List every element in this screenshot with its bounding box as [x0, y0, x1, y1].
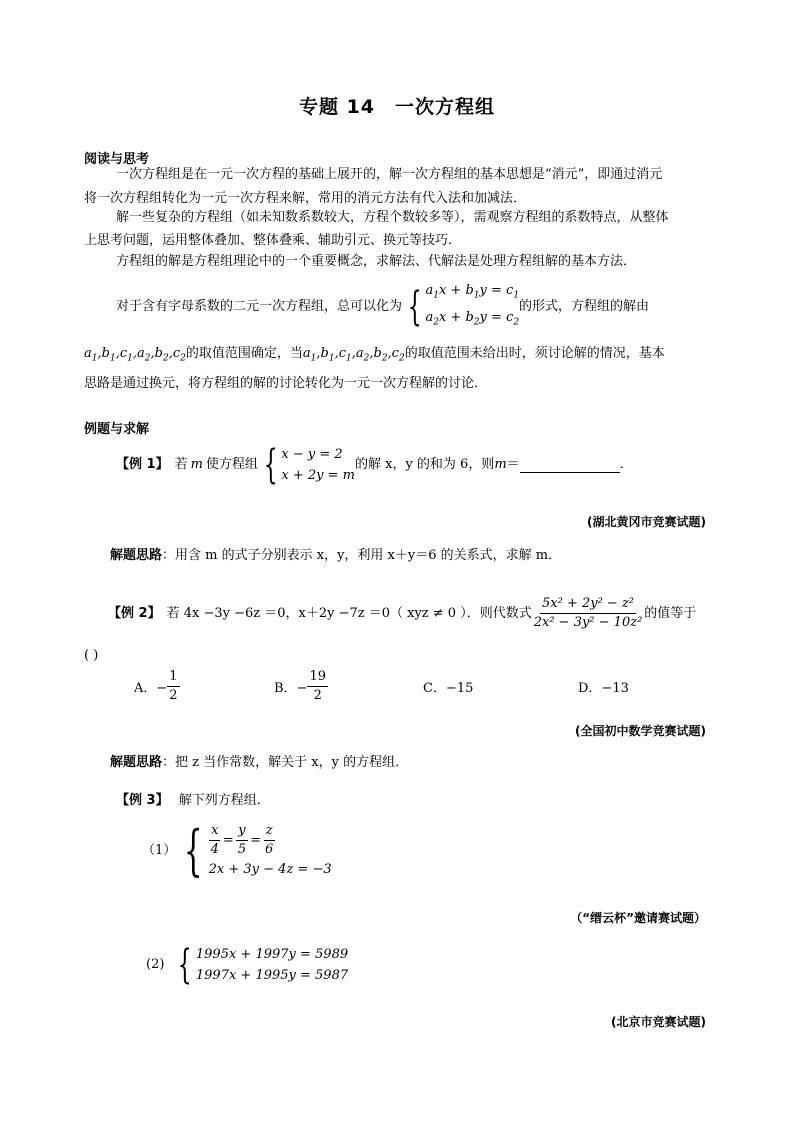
- brace-icon: {: [407, 283, 422, 330]
- example-2-label: 【例 2】: [108, 605, 161, 621]
- option-d[interactable]: D．−13: [578, 681, 629, 696]
- option-a-fraction: [167, 668, 179, 705]
- part-2-eq-2: 1997x + 1995y = 5987: [195, 968, 349, 983]
- example-3-source-1: （“缙云杯”邀请赛试题）: [570, 911, 706, 925]
- frac-y-den: 5: [237, 842, 247, 857]
- option-a[interactable]: [134, 668, 180, 705]
- example-1-eq-2: x + 2y = m: [281, 468, 355, 483]
- frac-x-num: x: [209, 822, 220, 841]
- paragraph-4-text-d: 的取值范围未给出时，须讨论解的情况，基本: [404, 346, 665, 361]
- example-1-text-c: 的解 x，y 的和为 6，则: [354, 457, 495, 472]
- part-1-eq-2: 2x + 3y − 4z = −3: [208, 862, 332, 877]
- title-topic: 专题 14: [298, 96, 376, 118]
- option-b-num: 19: [307, 668, 328, 687]
- paragraph-4-text-b: 的形式，方程组的解由: [519, 298, 650, 314]
- general-eq-1: $a_1x + b_1y = c_1$: [425, 283, 520, 301]
- paragraph-4-line-1: [116, 280, 649, 333]
- section-heading-reading: 阅读与思考: [84, 152, 150, 167]
- option-b[interactable]: [274, 668, 328, 705]
- part-1-label: （1）: [142, 843, 177, 858]
- example-2-hint: [110, 751, 408, 770]
- example-1-var-m: m: [190, 457, 203, 472]
- example-1: [116, 444, 633, 486]
- example-1-label: 【例 1】: [116, 457, 169, 472]
- option-a-den: 2: [169, 688, 178, 703]
- hint-text: ：用含 m 的式子分别表示 x，y，利用 x＋y＝6 的关系式，求解 m．: [162, 548, 562, 563]
- hint-text: ：把 z 当作常数，解关于 x，y 的方程组．: [162, 755, 409, 770]
- hint-label: 解题思路: [110, 755, 163, 770]
- example-2-text-a: 若 4x −3y −6z ＝0，x＋2y −7z ＝0（ xyz ≠ 0 ）．则代数式: [166, 605, 532, 621]
- example-1-text-b: 使方程组: [205, 457, 258, 472]
- example-3-text: 解下列方程组．: [178, 793, 270, 808]
- example-1-eq-1: x − y = 2: [281, 447, 343, 462]
- paragraph-4-line-3: 思路是通过换元，将方程组的解的讨论转化为一元一次方程解的讨论．: [84, 376, 488, 391]
- page-title: [0, 92, 794, 119]
- paragraph-4-text-a: 对于含有字母系数的二元一次方程组，总可以化为: [116, 298, 403, 314]
- general-eq-2: $a_2x + b_2y = c_2$: [425, 309, 520, 328]
- option-a-label: A．−: [134, 681, 168, 696]
- brace-icon: {: [263, 442, 278, 488]
- fraction-denominator: 2x² − 3y² − 10z²: [533, 615, 643, 630]
- general-system: [402, 280, 519, 333]
- title-name: 一次方程组: [395, 96, 496, 118]
- example-2-text-b: 的值等于: [644, 605, 697, 621]
- paragraph-3: 方程组的解是方程组理论中的一个重要概念，求解法、代解法是处理方程组解的基本方法．: [116, 254, 637, 269]
- example-1-hint: [110, 544, 561, 563]
- coefficient-list-2: $a_1,b_1,c_1,a_2,b_2,c_2$: [302, 346, 405, 364]
- brace-icon: {: [178, 942, 193, 988]
- example-3-part-1: [142, 819, 332, 882]
- frac-z-num: z: [264, 822, 275, 841]
- paragraph-4-line-2: [84, 342, 665, 371]
- example-1-system: [258, 444, 355, 486]
- example-2: [108, 595, 696, 632]
- option-a-num: 1: [167, 668, 179, 687]
- example-1-text-e: ．: [619, 457, 633, 472]
- paragraph-4-text-c: 的取值范围确定，当: [185, 346, 303, 361]
- example-1-var-m2: m: [494, 457, 507, 472]
- example-1-source: (湖北黄冈市竞赛试题): [587, 515, 706, 529]
- option-c[interactable]: C．−15: [423, 681, 474, 696]
- example-3-part-2: [146, 944, 348, 986]
- coefficient-list-1: $a_1,b_1,c_1,a_2,b_2,c_2$: [84, 346, 186, 364]
- part-1-system: [176, 819, 332, 882]
- section-heading-examples: 例题与求解: [84, 422, 150, 437]
- example-1-text-d: ＝: [506, 457, 520, 472]
- frac-y-num: y: [236, 822, 247, 841]
- paragraph-1-line-2: 将一次方程组转化为一元一次方程来解，常用的消元方法有代入法和加减法．: [84, 191, 527, 206]
- part-2-label: (2): [146, 957, 165, 972]
- brace-icon: {: [184, 819, 203, 882]
- paragraph-2-line-1: 解一些复杂的方程组（如未知数系数较大，方程个数较多等），需观察方程组的系数特点，从整体: [116, 210, 669, 225]
- answer-blank[interactable]: [520, 458, 620, 473]
- option-b-den: 2: [313, 688, 322, 703]
- frac-z-den: 6: [265, 842, 274, 857]
- fraction-numerator: 5x² + 2y² − z²: [540, 595, 636, 614]
- paragraph-1-line-1: 一次方程组是在一元一次方程的基础上展开的，解一次方程组的基本思想是“消元”，即通过消元: [116, 167, 663, 182]
- option-b-label: B．−: [274, 681, 308, 696]
- example-3: [116, 789, 270, 813]
- part-2-eq-1: 1995x + 1997y = 5989: [195, 947, 349, 962]
- example-3-label: 【例 3】: [116, 793, 169, 808]
- example-2-source: (全国初中数学竞赛试题): [575, 724, 706, 738]
- example-3-source-2: (北京市竞赛试题): [611, 1015, 706, 1029]
- example-2-fraction: [532, 595, 645, 632]
- example-1-text-a: 若: [174, 457, 188, 472]
- part-1-eq-1: $\frac{x}{4}$ = $\frac{y}{5}$ = $\frac{z}{6}$: [210, 823, 274, 857]
- part-2-system: [172, 944, 348, 986]
- answer-paren: ( ): [84, 648, 99, 663]
- frac-x-den: 4: [210, 842, 219, 857]
- paragraph-2-line-2: 上思考问题，运用整体叠加、整体叠乘、辅助引元、换元等技巧．: [84, 233, 462, 248]
- option-b-fraction: [307, 668, 328, 705]
- hint-label: 解题思路: [110, 548, 163, 563]
